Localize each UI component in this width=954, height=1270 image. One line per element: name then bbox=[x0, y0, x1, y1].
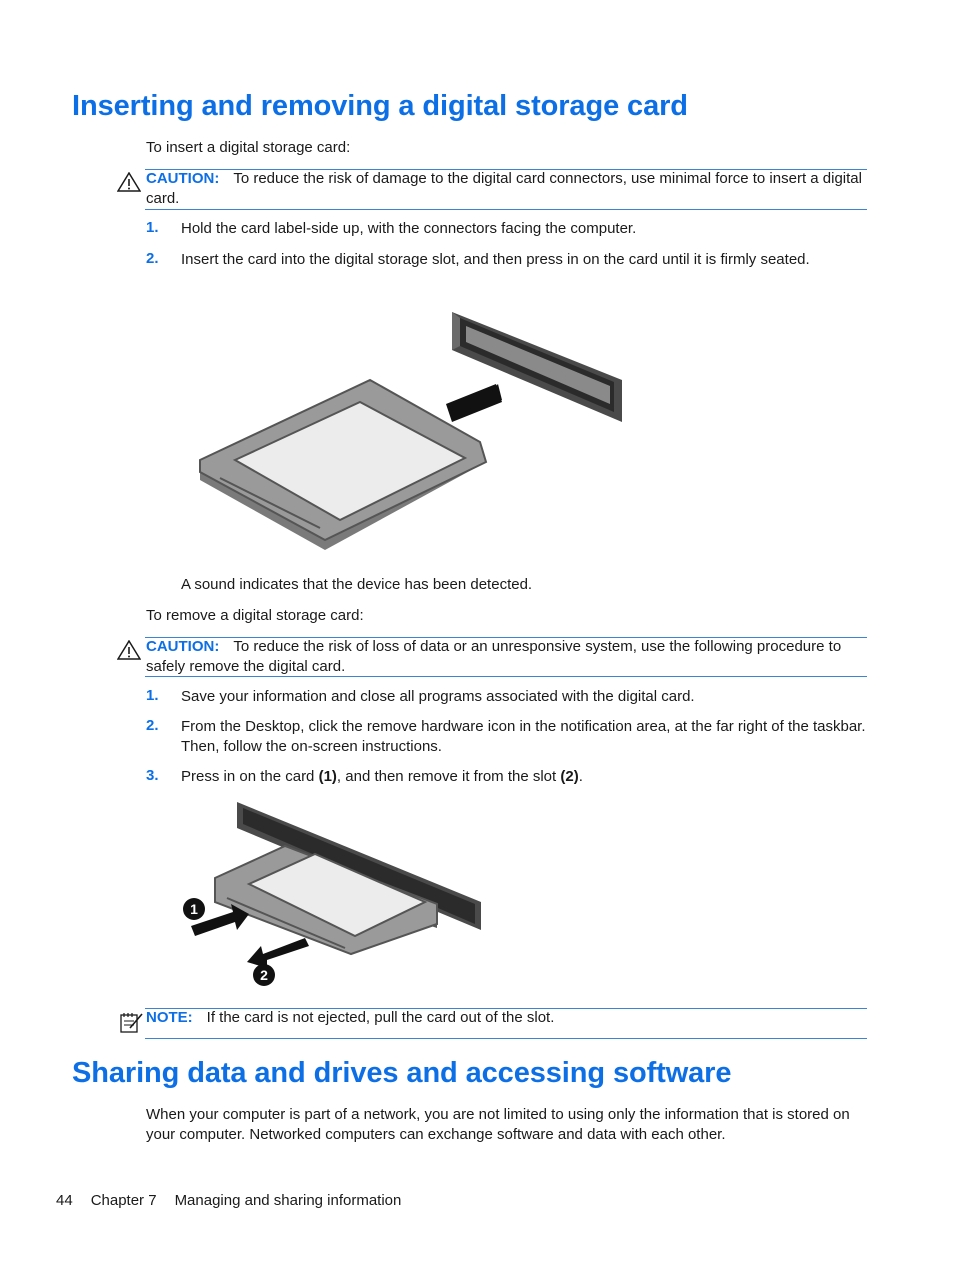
remove-card-illustration bbox=[175, 798, 495, 993]
step-number: 1. bbox=[146, 219, 159, 236]
insert-card-illustration bbox=[190, 300, 630, 560]
section-title-sharing: Sharing data and drives and accessing software bbox=[72, 1057, 732, 1089]
warning-triangle-icon bbox=[117, 172, 141, 192]
caution-box-2 bbox=[146, 637, 862, 677]
step-text: , and then remove it from the slot bbox=[336, 768, 561, 785]
step-text: . bbox=[578, 768, 583, 785]
step-text: Press in on the card bbox=[181, 768, 319, 785]
note-label: NOTE: bbox=[146, 1009, 193, 1026]
section-title-inserting-removing: Inserting and removing a digital storage card bbox=[72, 90, 688, 122]
caution-text: To reduce the risk of damage to the digital card connectors, use minimal force to insert a digital card. bbox=[146, 170, 862, 207]
remove-step-1: Save your information and close all programs associated with the digital card. bbox=[181, 688, 695, 705]
detected-text: A sound indicates that the device has been detected. bbox=[181, 576, 533, 593]
remove-step-2: From the Desktop, click the remove hardware icon in the notification area, at the far right of the taskbar. Then, follow the on-screen instructions. bbox=[181, 718, 866, 755]
callout-ref-2: (2) bbox=[560, 768, 579, 785]
note-box bbox=[146, 1008, 862, 1028]
caution-label: CAUTION: bbox=[146, 170, 220, 187]
caution-box-1 bbox=[146, 169, 862, 209]
caution-text: To reduce the risk of loss of data or an unresponsive system, use the following procedure to safely remove the digital card. bbox=[146, 638, 842, 675]
insert-intro: To insert a digital storage card: bbox=[146, 139, 351, 156]
page-number: 44 bbox=[56, 1192, 73, 1209]
caution-bottom-rule bbox=[145, 676, 867, 677]
callout-1: 1 bbox=[190, 901, 198, 917]
step-number: 3. bbox=[146, 767, 159, 784]
sd-card bbox=[215, 846, 437, 954]
sharing-body: When your computer is part of a network, you are not limited to using only the information that is stored on your computer. Networked computers can exchange software and data with each other. bbox=[146, 1106, 850, 1143]
step-number: 2. bbox=[146, 717, 159, 734]
remove-intro: To remove a digital storage card: bbox=[146, 607, 364, 624]
insert-step-2: Insert the card into the digital storage slot, and then press in on the card until it is firmly seated. bbox=[181, 251, 810, 268]
step-number: 2. bbox=[146, 250, 159, 267]
chapter-title: Managing and sharing information bbox=[174, 1192, 402, 1209]
warning-triangle-icon bbox=[117, 640, 141, 660]
insert-step-1: Hold the card label-side up, with the connectors facing the computer. bbox=[181, 220, 637, 237]
remove-step-3 bbox=[181, 767, 871, 787]
pull-arrow-icon bbox=[247, 938, 309, 968]
chapter-label: Chapter 7 bbox=[90, 1192, 157, 1209]
callout-ref-1: (1) bbox=[318, 768, 337, 785]
sd-card bbox=[200, 380, 486, 550]
note-pad-icon bbox=[118, 1010, 144, 1034]
callout-2: 2 bbox=[260, 967, 268, 983]
caution-label: CAUTION: bbox=[146, 638, 220, 655]
note-bottom-rule bbox=[145, 1038, 867, 1039]
step-number: 1. bbox=[146, 687, 159, 704]
caution-bottom-rule bbox=[145, 209, 867, 210]
note-text: If the card is not ejected, pull the card out of the slot. bbox=[206, 1009, 555, 1026]
page-footer bbox=[56, 1192, 419, 1209]
